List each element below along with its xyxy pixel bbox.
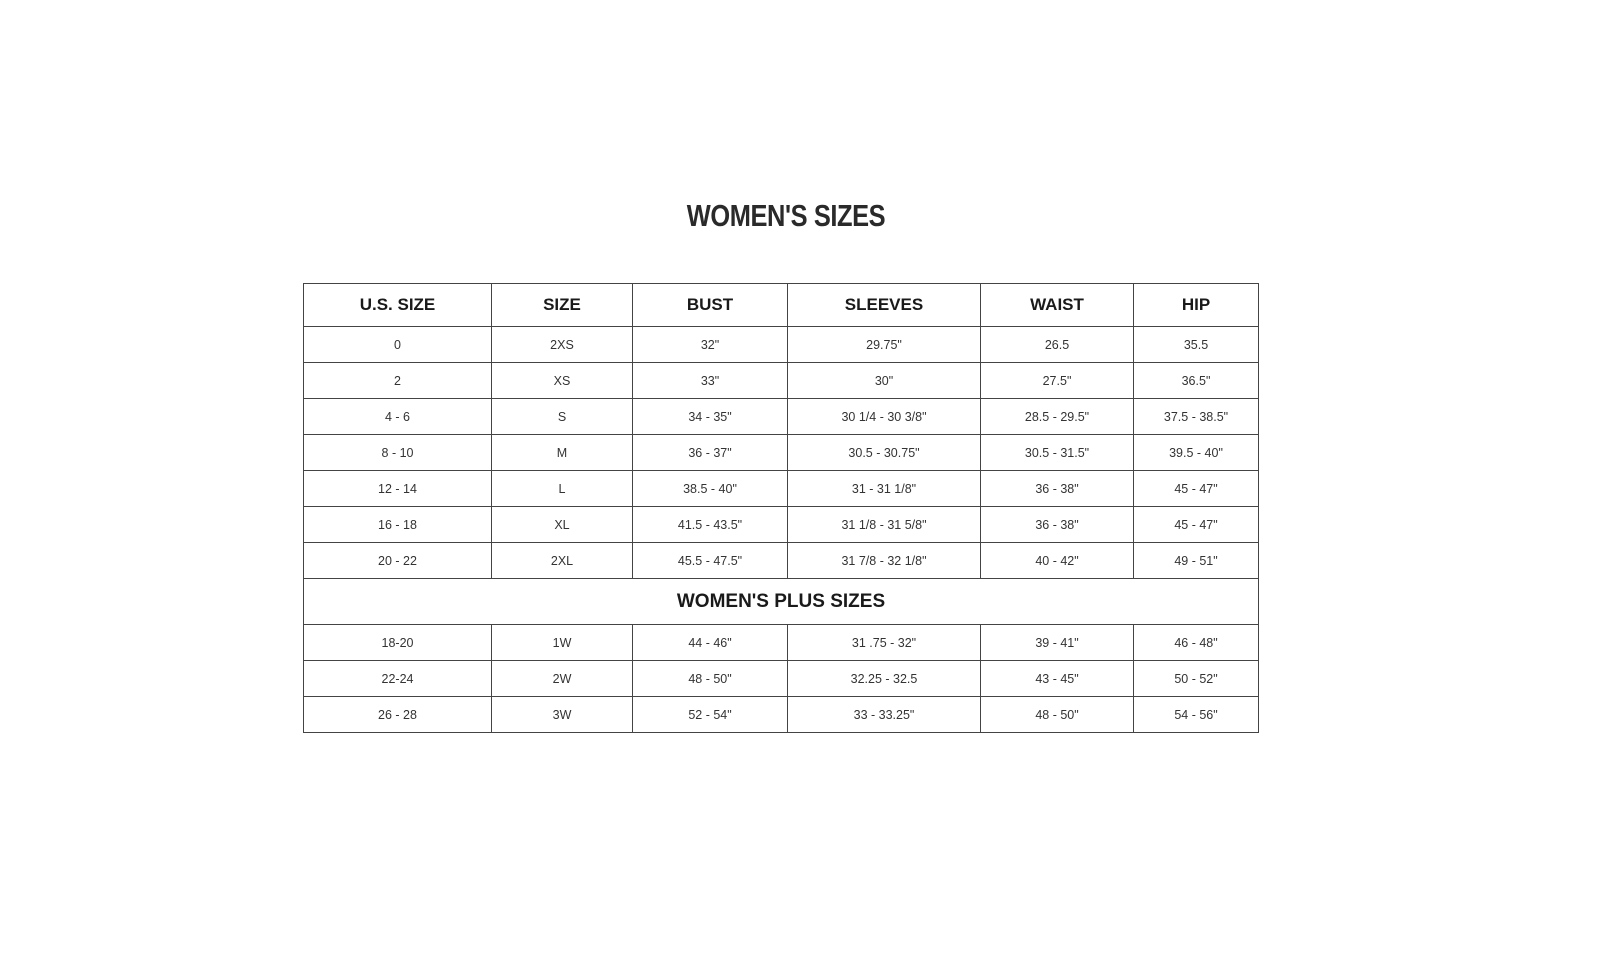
table-cell: 54 - 56": [1134, 697, 1259, 733]
table-row: [304, 435, 1259, 471]
table-cell: 31 .75 - 32": [788, 625, 981, 661]
column-header-bust: BUST: [633, 284, 788, 327]
table-cell: 44 - 46": [633, 625, 788, 661]
table-row: [304, 399, 1259, 435]
table-cell: M: [492, 435, 633, 471]
table-cell: 12 - 14: [304, 471, 492, 507]
table-cell: 36 - 38": [981, 471, 1134, 507]
table-cell: 49 - 51": [1134, 543, 1259, 579]
table-cell: 46 - 48": [1134, 625, 1259, 661]
column-header-size: SIZE: [492, 284, 633, 327]
table-row: [304, 697, 1259, 733]
table-row: [304, 661, 1259, 697]
table-cell: 48 - 50": [981, 697, 1134, 733]
plus-sizes-section-row: [304, 579, 1259, 625]
table-cell: 40 - 42": [981, 543, 1134, 579]
table-cell: 34 - 35": [633, 399, 788, 435]
table-cell: 45 - 47": [1134, 507, 1259, 543]
table-cell: 8 - 10: [304, 435, 492, 471]
table-cell: 2: [304, 363, 492, 399]
table-cell: 45 - 47": [1134, 471, 1259, 507]
column-header-us-size: U.S. SIZE: [304, 284, 492, 327]
table-cell: 2XS: [492, 327, 633, 363]
table-cell: 50 - 52": [1134, 661, 1259, 697]
table-cell: XL: [492, 507, 633, 543]
table-cell: 33 - 33.25": [788, 697, 981, 733]
table-cell: 30": [788, 363, 981, 399]
table-cell: 26 - 28: [304, 697, 492, 733]
plus-sizes-section-title: WOMEN'S PLUS SIZES: [304, 579, 1259, 625]
table-cell: 18-20: [304, 625, 492, 661]
size-chart-table: [303, 283, 1259, 733]
table-cell: 30.5 - 31.5": [981, 435, 1134, 471]
table-cell: 2XL: [492, 543, 633, 579]
table-cell: 29.75": [788, 327, 981, 363]
table-cell: 33": [633, 363, 788, 399]
table-cell: 38.5 - 40": [633, 471, 788, 507]
table-cell: 43 - 45": [981, 661, 1134, 697]
table-row: [304, 363, 1259, 399]
table-row: [304, 625, 1259, 661]
table-cell: L: [492, 471, 633, 507]
table-cell: 28.5 - 29.5": [981, 399, 1134, 435]
table-cell: 35.5: [1134, 327, 1259, 363]
table-cell: 4 - 6: [304, 399, 492, 435]
table-cell: XS: [492, 363, 633, 399]
table-row: [304, 471, 1259, 507]
table-cell: 31 7/8 - 32 1/8": [788, 543, 981, 579]
table-cell: 45.5 - 47.5": [633, 543, 788, 579]
column-header-hip: HIP: [1134, 284, 1259, 327]
table-cell: 36.5": [1134, 363, 1259, 399]
table-cell: 22-24: [304, 661, 492, 697]
table-cell: 30.5 - 30.75": [788, 435, 981, 471]
table-cell: 0: [304, 327, 492, 363]
table-row: [304, 507, 1259, 543]
table-cell: 20 - 22: [304, 543, 492, 579]
table-cell: 39.5 - 40": [1134, 435, 1259, 471]
table-cell: 36 - 37": [633, 435, 788, 471]
table-cell: 36 - 38": [981, 507, 1134, 543]
table-cell: 32.25 - 32.5: [788, 661, 981, 697]
table-cell: 30 1/4 - 30 3/8": [788, 399, 981, 435]
table-cell: 41.5 - 43.5": [633, 507, 788, 543]
table-cell: 2W: [492, 661, 633, 697]
page-title: WOMEN'S SIZES: [686, 198, 886, 233]
column-header-sleeves: SLEEVES: [788, 284, 981, 327]
table-cell: 1W: [492, 625, 633, 661]
table-cell: 32": [633, 327, 788, 363]
table-header-row: [304, 284, 1259, 327]
table-cell: 27.5": [981, 363, 1134, 399]
table-cell: 16 - 18: [304, 507, 492, 543]
column-header-waist: WAIST: [981, 284, 1134, 327]
table-cell: 37.5 - 38.5": [1134, 399, 1259, 435]
table-row: [304, 327, 1259, 363]
table-cell: 3W: [492, 697, 633, 733]
table-row: [304, 543, 1259, 579]
table-cell: 39 - 41": [981, 625, 1134, 661]
table-cell: 31 1/8 - 31 5/8": [788, 507, 981, 543]
table-cell: 48 - 50": [633, 661, 788, 697]
table-cell: 52 - 54": [633, 697, 788, 733]
table-cell: 26.5: [981, 327, 1134, 363]
table-cell: 31 - 31 1/8": [788, 471, 981, 507]
table-cell: S: [492, 399, 633, 435]
